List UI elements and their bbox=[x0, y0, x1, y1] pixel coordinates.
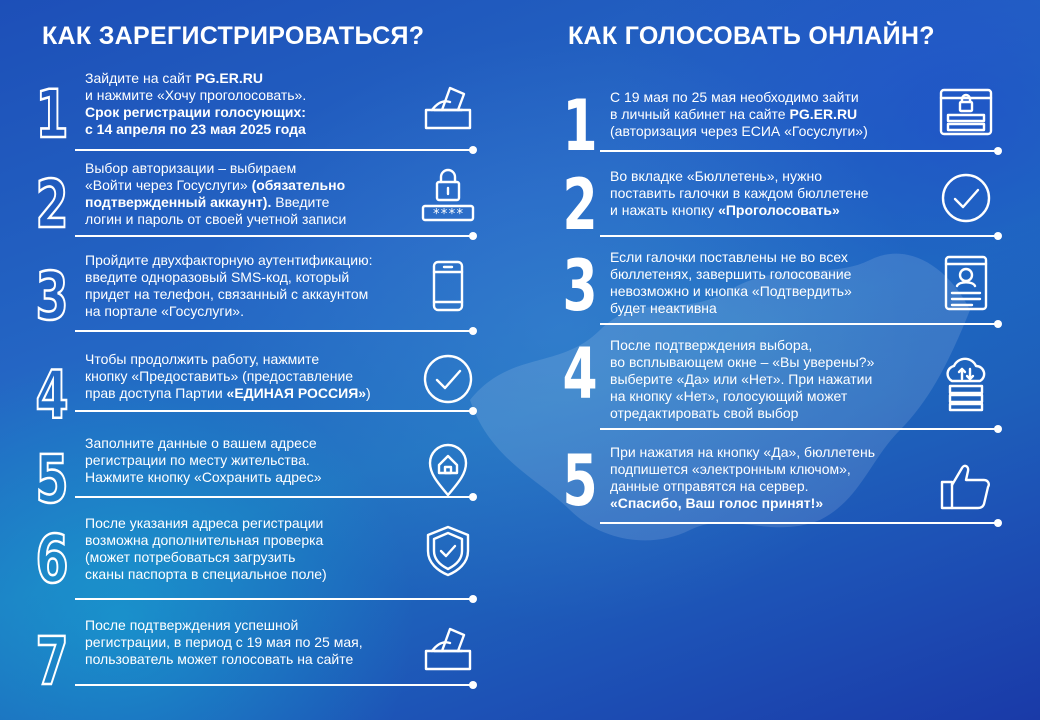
step-text-bold: «ЕДИНАЯ РОССИЯ» bbox=[226, 385, 367, 401]
step-number: 2 bbox=[562, 164, 598, 246]
step-description bbox=[610, 444, 930, 512]
svg-text:****: **** bbox=[432, 207, 464, 222]
step-text-segment: После подтверждения успешной bbox=[85, 617, 299, 633]
step-number: 3 bbox=[35, 258, 69, 335]
step-text-segment: отредактировать свой выбор bbox=[610, 405, 799, 421]
step-text-segment: пользователь может голосовать на сайте bbox=[85, 651, 354, 667]
step-divider-line bbox=[75, 235, 473, 237]
step-text-segment: регистрации по месту жительства. bbox=[85, 452, 310, 468]
step-text-segment: После указания адреса регистрации bbox=[85, 515, 324, 531]
step-text-segment: Если галочки поставлены не во всех bbox=[610, 249, 848, 265]
step-divider-line bbox=[75, 410, 473, 412]
step-text-bold: «Проголосовать» bbox=[718, 202, 840, 218]
step-number: 2 bbox=[35, 166, 69, 243]
step-divider-line bbox=[600, 323, 998, 325]
step-text-bold: (обязательно bbox=[251, 177, 346, 193]
step-text-segment: введите одноразовый SMS-код, который bbox=[85, 269, 350, 285]
step-description bbox=[610, 89, 930, 140]
step-text-segment: бюллетенях, завершить голосование bbox=[610, 266, 852, 282]
check-circle-icon bbox=[938, 170, 994, 226]
thumbs-up-icon bbox=[938, 458, 994, 514]
step-description bbox=[85, 160, 425, 228]
step-text-segment: С 19 мая по 25 мая необходимо зайти bbox=[610, 89, 859, 105]
step-text-segment: возможна дополнительная проверка bbox=[85, 532, 324, 548]
step-text-bold: Срок регистрации голосующих: bbox=[85, 104, 306, 120]
step-number: 1 bbox=[35, 76, 69, 153]
step-description bbox=[85, 70, 425, 138]
step-divider-line bbox=[75, 598, 473, 600]
step-divider-line bbox=[600, 235, 998, 237]
step-number: 1 bbox=[562, 85, 598, 167]
step-description bbox=[85, 351, 425, 402]
step-text-segment: будет неактивна bbox=[610, 300, 717, 316]
step-text-segment: подпишется «электронным ключом», bbox=[610, 461, 851, 477]
step-text-bold: PG.ER.RU bbox=[195, 70, 263, 86]
login-window-icon bbox=[938, 84, 994, 140]
step-text-segment: в личный кабинет на сайте bbox=[610, 106, 790, 122]
profile-document-icon bbox=[938, 255, 994, 311]
step-description bbox=[85, 435, 425, 486]
step-text-segment: во всплывающем окне – «Вы уверены?» bbox=[610, 354, 875, 370]
right-column-title: КАК ГОЛОСОВАТЬ ОНЛАЙН? bbox=[568, 22, 935, 50]
cloud-server-icon bbox=[938, 355, 994, 411]
step-text-segment: выберите «Да» или «Нет». При нажатии bbox=[610, 371, 873, 387]
step-text-segment: придет на телефон, связанный с аккаунтом bbox=[85, 286, 369, 302]
step-text-segment: поставить галочки в каждом бюллетене bbox=[610, 185, 869, 201]
step-text-bold: «Спасибо, Ваш голос принят!» bbox=[610, 495, 824, 511]
step-divider-line bbox=[75, 330, 473, 332]
step-text-segment: Во вкладке «Бюллетень», нужно bbox=[610, 168, 823, 184]
step-text-segment: регистрации, в период с 19 мая по 25 мая, bbox=[85, 634, 363, 650]
step-text-bold: PG.ER.RU bbox=[789, 106, 858, 122]
step-divider-line bbox=[600, 428, 998, 430]
step-text-segment: ) bbox=[366, 385, 371, 401]
smartphone-icon bbox=[420, 258, 476, 314]
step-text-segment: кнопку «Предоставить» (предоставление bbox=[85, 368, 354, 384]
step-text-segment: на портале «Госуслуги». bbox=[85, 303, 244, 319]
step-number: 3 bbox=[562, 245, 598, 327]
step-text-segment: Чтобы продолжить работу, нажмите bbox=[85, 351, 320, 367]
step-divider-line bbox=[75, 684, 473, 686]
step-description bbox=[610, 337, 930, 422]
step-text-segment: прав доступа Партии bbox=[85, 385, 227, 401]
step-divider-line bbox=[75, 496, 473, 498]
step-number: 7 bbox=[35, 623, 69, 700]
step-text-segment: на кнопку «Нет», голосующий может bbox=[610, 388, 848, 404]
step-description bbox=[85, 252, 425, 320]
step-text-segment: Введите bbox=[271, 194, 330, 210]
step-text-segment: сканы паспорта в специальное поле) bbox=[85, 566, 327, 582]
step-text-segment: Заполните данные о вашем адресе bbox=[85, 435, 317, 451]
step-text-segment: данные отправятся на сервер. bbox=[610, 478, 809, 494]
step-text-segment: (может потребоваться загрузить bbox=[85, 549, 296, 565]
step-number: 4 bbox=[562, 333, 598, 415]
ballot-box-icon bbox=[420, 80, 476, 136]
step-text-segment: логин и пароль от своей учетной записи bbox=[85, 211, 347, 227]
step-number: 4 bbox=[35, 357, 69, 434]
step-text-bold: подтвержденный аккаунт). bbox=[85, 194, 272, 210]
left-column-title: КАК ЗАРЕГИСТРИРОВАТЬСЯ? bbox=[42, 22, 425, 50]
home-pin-icon bbox=[420, 441, 476, 497]
step-description bbox=[85, 515, 425, 583]
step-text-bold: с 14 апреля по 23 мая 2025 года bbox=[85, 121, 306, 137]
step-number: 5 bbox=[35, 441, 69, 518]
step-text-segment: Выбор авторизации – выбираем bbox=[85, 160, 297, 176]
step-text-segment: и нажмите «Хочу проголосовать». bbox=[85, 87, 307, 103]
step-divider-line bbox=[600, 522, 998, 524]
step-text-segment: Зайдите на сайт bbox=[85, 70, 196, 86]
step-divider-line bbox=[75, 149, 473, 151]
step-number: 5 bbox=[562, 440, 598, 522]
ballot-box-icon bbox=[420, 621, 476, 677]
check-circle-icon bbox=[420, 351, 476, 407]
step-text-segment: При нажатия на кнопку «Да», бюллетень bbox=[610, 444, 875, 460]
step-text-segment: После подтверждения выбора, bbox=[610, 337, 813, 353]
step-description bbox=[85, 617, 425, 668]
step-number: 6 bbox=[35, 521, 69, 598]
lock-password-icon bbox=[420, 168, 476, 224]
shield-check-icon bbox=[420, 523, 476, 579]
step-text-segment: невозможно и кнопка «Подтвердить» bbox=[610, 283, 852, 299]
step-description bbox=[610, 249, 930, 317]
step-description bbox=[610, 168, 930, 219]
step-text-segment: Нажмите кнопку «Сохранить адрес» bbox=[85, 469, 322, 485]
step-text-segment: «Войти через Госуслуги» bbox=[85, 177, 252, 193]
step-text-segment: (авторизация через ЕСИА «Госуслуги») bbox=[610, 123, 868, 139]
step-divider-line bbox=[600, 150, 998, 152]
step-text-segment: и нажать кнопку bbox=[610, 202, 719, 218]
step-text-segment: Пройдите двухфакторную аутентификацию: bbox=[85, 252, 373, 268]
